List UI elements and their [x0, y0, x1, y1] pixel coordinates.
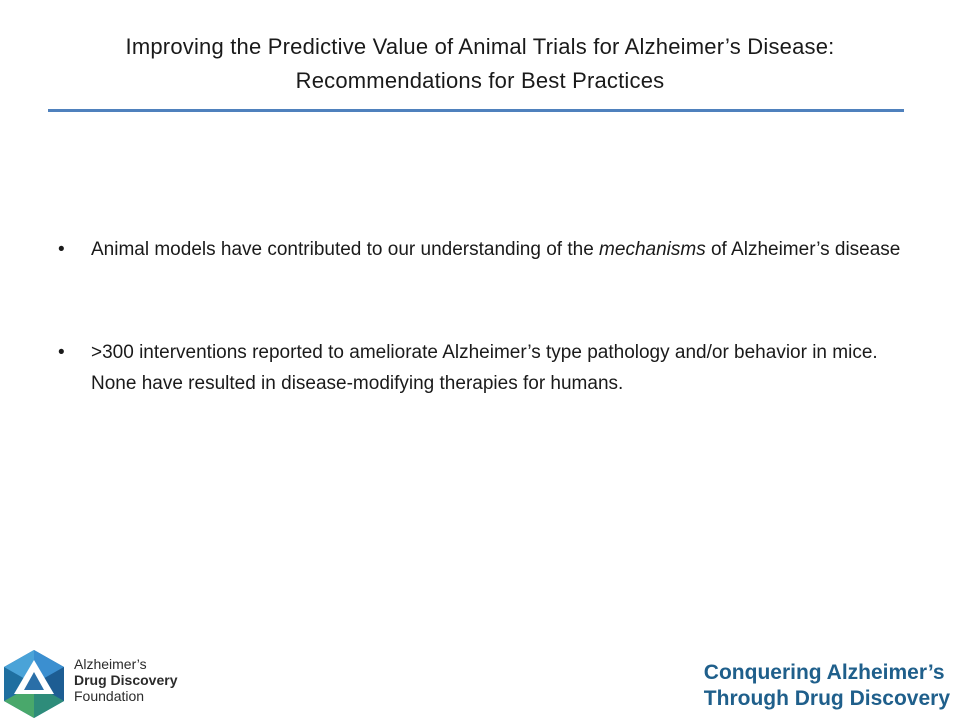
slide-title-line-2: Recommendations for Best Practices: [295, 68, 665, 93]
slide-title-line-1: Improving the Predictive Value of Animal Trials for Alzheimer’s Disease:: [125, 34, 835, 59]
bullet-item-interventions: [58, 337, 918, 399]
bullet-dot-icon: •: [58, 342, 65, 363]
logo-line-3: Foundation: [74, 688, 145, 704]
footer-tagline: [704, 660, 950, 712]
logo-wordmark: [74, 656, 177, 704]
bullet-text-emphasis: mechanisms: [599, 239, 706, 260]
logo-line-2: Drug Discovery: [74, 672, 178, 688]
slide-title: [40, 30, 920, 98]
hexagon-logo-icon: [0, 648, 68, 720]
bullet-dot-icon: •: [58, 239, 65, 260]
bullet-item-mechanisms: [58, 234, 918, 265]
logo-line-1: Alzheimer’s: [74, 656, 147, 672]
bullet-text-start: Animal models have contributed to our understanding of the: [91, 239, 600, 260]
bullet-list: [58, 234, 918, 471]
addf-logo: [0, 648, 200, 720]
title-divider: [48, 109, 904, 112]
tagline-line-1: Conquering Alzheimer’s: [703, 661, 945, 684]
tagline-line-2: Through Drug Discovery: [703, 687, 950, 710]
bullet-text-end: of Alzheimer’s disease: [705, 239, 901, 260]
bullet-text: >300 interventions reported to ameliorate Alzheimer’s type pathology and/or behavior in mice. None have resulted in disease-modifying therapies for humans.: [91, 342, 878, 394]
